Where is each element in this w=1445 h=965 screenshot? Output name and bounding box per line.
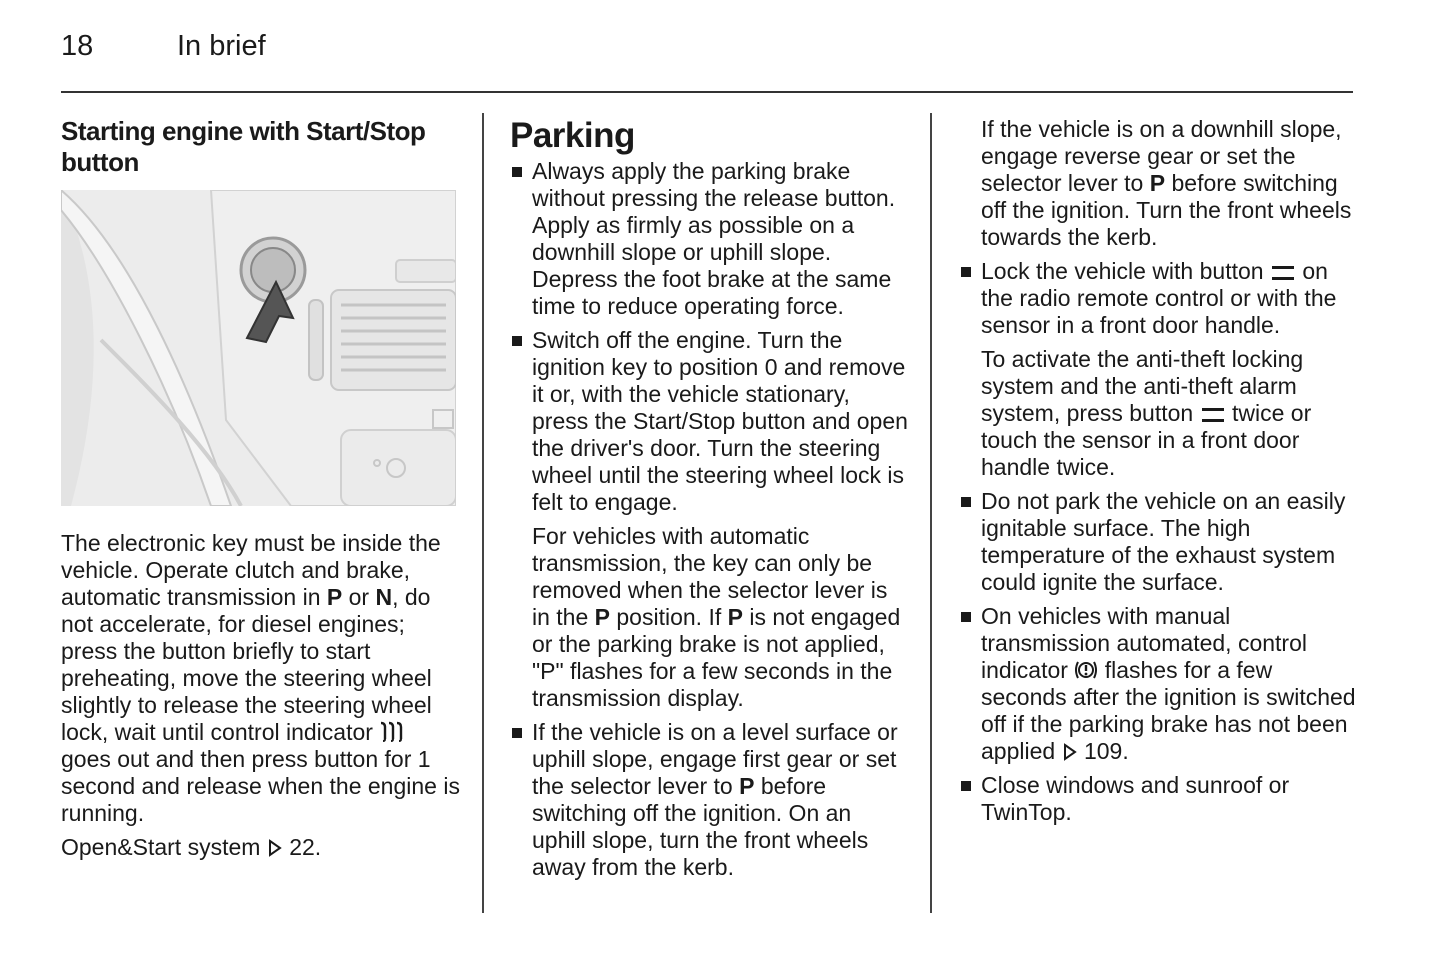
parking-list [510,158,910,516]
open-start-reference: Open&Start system 22. [61,834,322,860]
list-item: Switch off the engine. Turn the ignition key to position 0 and remove it or, with the vehicle stationary, press the Start/Stop button and open the driver's door. Turn the steering wheel until the steering wheel lock is felt to engage. [510,327,910,516]
section-heading-start-stop: Starting engine with Start/Stop button [61,116,426,177]
parking-list-col3-continued [959,488,1359,826]
list-item: Lock the vehicle with button on the radio remote control or with the sensor in a front door handle. [959,258,1359,339]
column-divider-1 [482,113,484,913]
automatic-transmission-note: For vehicles with automatic transmission, the key can only be removed when the selector lever is in the P position. If P is not engaged or the parking brake is not applied, "P" flashes for a few seconds in the transmission display. [532,523,901,711]
header-rule [61,91,1353,93]
parking-list-continued [510,719,910,881]
preheating-indicator-icon [379,719,407,743]
page-reference-link[interactable]: 109. [1083,738,1129,764]
lock-button-icon [1202,408,1224,422]
page-reference-link[interactable]: 22. [289,834,322,860]
column-2 [510,116,910,888]
list-item: Always apply the parking brake without pressing the release button. Apply as firmly as possible on a downhill slope or uphill slope. Depress the foot brake at the same time to reduce operating force. [510,158,910,320]
list-item: Close windows and sunroof or TwinTop. [959,772,1359,826]
parking-list-col3 [959,258,1359,339]
parking-brake-indicator-icon [1074,659,1098,681]
downhill-slope-note: If the vehicle is on a downhill slope, engage reverse gear or set the selector lever to P before switching off the ignition. Turn the front wheels towards the kerb. [981,116,1352,250]
column-divider-2 [930,113,932,913]
list-item: Do not park the vehicle on an easily ignitable surface. The high temperature of the exhaust system could ignite the surface. [959,488,1359,596]
list-item: On vehicles with manual transmission automated, control indicator flashes for a few seconds after the ignition is switched off if the parking brake has not been applied 109. [959,603,1359,765]
page-title: In brief [177,30,266,62]
column-3 [959,116,1359,833]
anti-theft-note: To activate the anti-theft locking system and the anti-theft alarm system, press button twice or touch the sensor in a front door handle twice. [981,346,1312,480]
section-heading-parking: Parking [510,116,635,155]
page-number: 18 [61,30,94,62]
list-item: If the vehicle is on a level surface or uphill slope, engage first gear or set the selector lever to P before switching off the ignition. On an uphill slope, turn the front wheels away from the kerb. [510,719,910,881]
start-stop-button-illustration [61,190,456,506]
lock-button-icon [1272,266,1294,280]
column-1 [61,116,461,868]
start-instructions-paragraph: The electronic key must be inside the vehicle. Operate clutch and brake, automatic transmission in P or N, do not accelerate, for diesel engines; press the button briefly to start preheating, move the steering wheel slightly to release the steering wheel lock, wait until control indicator goes out and then press button for 1 second and release when the engine is running. [61,530,460,826]
page-reference-arrow-icon [1062,743,1078,761]
page-reference-arrow-icon [267,839,283,857]
